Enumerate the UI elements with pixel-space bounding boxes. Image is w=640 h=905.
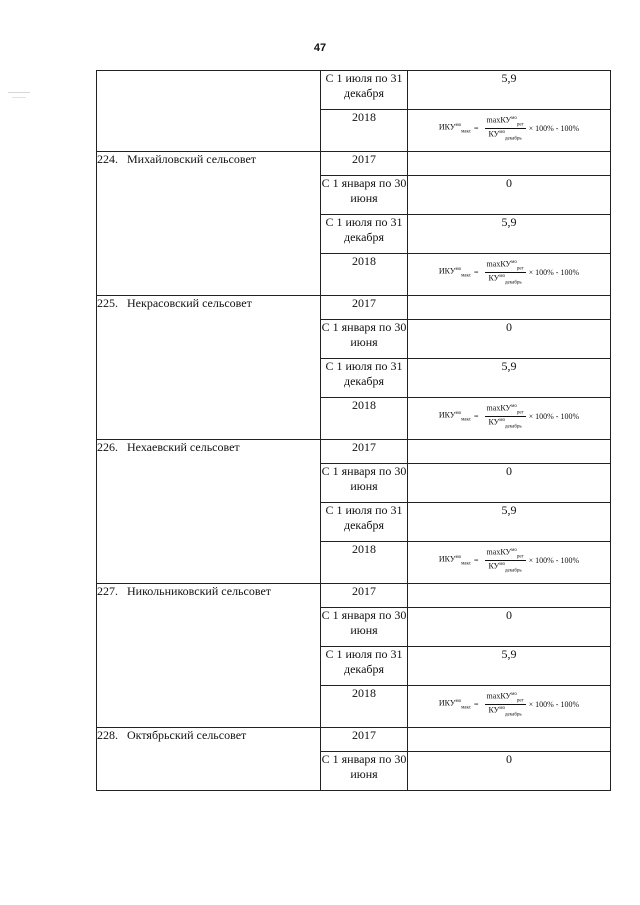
index-formula bbox=[408, 542, 610, 574]
page-number: 47 bbox=[313, 42, 327, 54]
value-cell: 0 bbox=[408, 464, 611, 503]
value-cell: 0 bbox=[408, 176, 611, 215]
tariff-table bbox=[96, 70, 611, 791]
municipality-cell bbox=[97, 71, 321, 152]
municipality-name: Нехаевский сельсовет bbox=[127, 440, 240, 454]
formula-lhs: $ИКУ^{мо}_{макс}$ bbox=[438, 122, 472, 135]
index-formula bbox=[408, 686, 610, 718]
value-cell bbox=[408, 440, 611, 464]
formula-tail: × 100% - 100% bbox=[528, 123, 580, 133]
value-cell: 0 bbox=[408, 320, 611, 359]
year-cell: 2018 bbox=[321, 542, 408, 584]
formula-equals: = bbox=[474, 411, 479, 421]
formula-cell bbox=[408, 110, 611, 152]
formula-tail: × 100% - 100% bbox=[528, 267, 580, 277]
period-cell: С 1 января по 30 июня bbox=[321, 176, 408, 215]
value-cell: 0 bbox=[408, 752, 611, 791]
formula-fraction bbox=[485, 260, 526, 286]
period-cell: С 1 января по 30 июня bbox=[321, 752, 408, 791]
formula-numerator: maxКУ$^{мо}_{рег}$ bbox=[486, 547, 524, 560]
formula-fraction bbox=[485, 404, 526, 430]
municipality-cell bbox=[97, 152, 321, 296]
index-formula bbox=[408, 110, 610, 142]
formula-numerator: maxКУ$^{мо}_{рег}$ bbox=[486, 259, 524, 272]
index-formula bbox=[408, 254, 610, 286]
row-number: 226. bbox=[97, 440, 118, 454]
period-cell: С 1 июля по 31 декабря bbox=[321, 215, 408, 254]
formula-equals: = bbox=[474, 699, 479, 709]
value-cell: 5,9 bbox=[408, 647, 611, 686]
formula-tail: × 100% - 100% bbox=[528, 555, 580, 565]
year-cell: 2017 bbox=[321, 440, 408, 464]
formula-fraction bbox=[485, 548, 526, 574]
year-cell: 2017 bbox=[321, 728, 408, 752]
value-cell: 5,9 bbox=[408, 359, 611, 398]
formula-numerator: maxКУ$^{мо}_{рег}$ bbox=[486, 403, 524, 416]
formula-denominator: $КУ^{мо}_{декабрь}$ bbox=[488, 561, 522, 574]
formula-cell bbox=[408, 254, 611, 296]
value-cell: 5,9 bbox=[408, 503, 611, 542]
period-cell: С 1 января по 30 июня bbox=[321, 320, 408, 359]
formula-equals: = bbox=[474, 555, 479, 565]
value-cell: 0 bbox=[408, 608, 611, 647]
row-number: 224. bbox=[97, 152, 118, 166]
year-cell: 2018 bbox=[321, 398, 408, 440]
formula-fraction bbox=[485, 116, 526, 142]
municipality-cell bbox=[97, 296, 321, 440]
formula-denominator: $КУ^{мо}_{декабрь}$ bbox=[488, 417, 522, 430]
period-cell: С 1 января по 30 июня bbox=[321, 608, 408, 647]
municipality-name: Никольниковский сельсовет bbox=[127, 584, 272, 598]
value-cell bbox=[408, 296, 611, 320]
municipality-cell bbox=[97, 440, 321, 584]
year-cell: 2017 bbox=[321, 296, 408, 320]
municipality-cell bbox=[97, 584, 321, 728]
municipality-name: Михайловский сельсовет bbox=[127, 152, 257, 166]
formula-cell bbox=[408, 686, 611, 728]
year-cell: 2017 bbox=[321, 584, 408, 608]
formula-cell bbox=[408, 542, 611, 584]
formula-denominator: $КУ^{мо}_{декабрь}$ bbox=[488, 705, 522, 718]
formula-fraction bbox=[485, 692, 526, 718]
row-number: 228. bbox=[97, 728, 118, 742]
value-cell: 5,9 bbox=[408, 215, 611, 254]
scan-mark bbox=[12, 97, 26, 98]
period-cell: С 1 июля по 31 декабря bbox=[321, 71, 408, 110]
formula-equals: = bbox=[474, 267, 479, 277]
row-number: 225. bbox=[97, 296, 118, 310]
municipality-name: Некрасовский сельсовет bbox=[127, 296, 252, 310]
municipality-name: Октябрьский сельсовет bbox=[127, 728, 247, 742]
value-cell bbox=[408, 152, 611, 176]
year-cell: 2018 bbox=[321, 110, 408, 152]
municipality-cell bbox=[97, 728, 321, 791]
formula-denominator: $КУ^{мо}_{декабрь}$ bbox=[488, 273, 522, 286]
formula-denominator: $КУ^{мо}_{декабрь}$ bbox=[488, 129, 522, 142]
formula-cell bbox=[408, 398, 611, 440]
period-cell: С 1 июля по 31 декабря bbox=[321, 647, 408, 686]
value-cell: 5,9 bbox=[408, 71, 611, 110]
year-cell: 2018 bbox=[321, 686, 408, 728]
year-cell: 2017 bbox=[321, 152, 408, 176]
formula-tail: × 100% - 100% bbox=[528, 699, 580, 709]
scan-mark bbox=[8, 92, 30, 93]
formula-lhs: $ИКУ^{мо}_{макс}$ bbox=[438, 554, 472, 567]
row-number: 227. bbox=[97, 584, 118, 598]
formula-lhs: $ИКУ^{мо}_{макс}$ bbox=[438, 266, 472, 279]
formula-equals: = bbox=[474, 123, 479, 133]
period-cell: С 1 июля по 31 декабря bbox=[321, 359, 408, 398]
formula-lhs: $ИКУ^{мо}_{макс}$ bbox=[438, 410, 472, 423]
formula-tail: × 100% - 100% bbox=[528, 411, 580, 421]
index-formula bbox=[408, 398, 610, 430]
formula-numerator: maxКУ$^{мо}_{рег}$ bbox=[486, 115, 524, 128]
period-cell: С 1 января по 30 июня bbox=[321, 464, 408, 503]
value-cell bbox=[408, 728, 611, 752]
value-cell bbox=[408, 584, 611, 608]
formula-numerator: maxКУ$^{мо}_{рег}$ bbox=[486, 691, 524, 704]
formula-lhs: $ИКУ^{мо}_{макс}$ bbox=[438, 698, 472, 711]
year-cell: 2018 bbox=[321, 254, 408, 296]
period-cell: С 1 июля по 31 декабря bbox=[321, 503, 408, 542]
